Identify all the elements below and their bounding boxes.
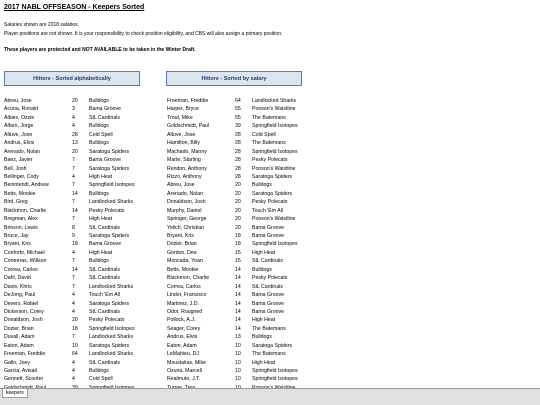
player-name: Bird, Greg xyxy=(4,199,28,206)
salary-value: 14 xyxy=(235,275,241,282)
salary-value: 10 xyxy=(72,342,78,349)
salary-value: 4 xyxy=(72,368,75,374)
table-row xyxy=(167,359,327,367)
salary-value: 14 xyxy=(235,317,241,324)
team-name: Bama Groove xyxy=(89,157,122,164)
salary-value: 20 xyxy=(235,182,241,189)
team-name: StL Cardinals xyxy=(89,308,120,315)
salary-value: 9 xyxy=(72,233,75,239)
salary-value: 4 xyxy=(72,300,75,307)
table-row xyxy=(4,249,159,257)
team-name: High Heat xyxy=(252,317,276,324)
player-name: Betts, Mookie xyxy=(4,190,36,197)
player-name: Brinson, Lewis xyxy=(4,224,38,231)
team-name: Springfield Isotopes xyxy=(252,123,298,130)
position-note: Player positions are not shown. It is your responsibility to check position eligibility, and CBS will also assign a primary position. xyxy=(4,31,283,37)
table-row xyxy=(167,224,327,232)
player-name: LeMahieu, DJ xyxy=(167,351,200,358)
player-name: Arenado, Nolan xyxy=(4,148,41,155)
team-name: Bulldogs xyxy=(252,334,272,341)
player-name: Altuve, Jose xyxy=(167,131,196,138)
team-name: Bama Groove xyxy=(252,300,285,307)
team-name: Saratoga Spiders xyxy=(89,148,130,155)
team-name: Springfield Isotopes xyxy=(89,182,135,189)
player-name: Murphy, Daniel xyxy=(167,207,202,214)
table-row xyxy=(167,105,327,113)
salary-value: 4 xyxy=(72,173,75,180)
player-name: Rizzo, Anthony xyxy=(167,173,202,180)
player-name: Harper, Bryce xyxy=(167,106,199,113)
team-name: Bama Groove xyxy=(89,241,122,248)
table-row xyxy=(167,173,327,181)
player-name: Garcia, Avisail xyxy=(4,368,37,374)
player-name: Martinez, J.D. xyxy=(167,300,199,307)
player-name: Realmuto, J.T. xyxy=(167,376,201,383)
player-name: Trout, Mike xyxy=(167,114,193,121)
player-name: Conforto, Michael xyxy=(4,249,45,256)
team-name: StL Cardinals xyxy=(89,359,120,366)
table-row xyxy=(167,274,327,282)
team-name: Springfield Isotopes xyxy=(252,241,298,248)
salary-value: 7 xyxy=(72,165,75,172)
team-name: Springfield Isotopes xyxy=(89,325,135,332)
player-name: Bryant, Kris xyxy=(4,241,31,248)
team-name: Ponson's Waistline xyxy=(252,165,296,172)
team-name: Saratoga Spiders xyxy=(252,342,293,349)
player-name: Dozier, Brian xyxy=(167,241,197,248)
team-name: StL Cardinals xyxy=(89,266,120,273)
salary-value: 20 xyxy=(72,98,78,104)
player-name: Rendon, Anthony xyxy=(167,165,207,172)
table-row xyxy=(167,342,327,350)
salary-value: 4 xyxy=(72,292,75,299)
team-name: The Batemans xyxy=(252,140,286,147)
team-name: Bulldogs xyxy=(89,258,109,265)
team-name: Bulldogs xyxy=(89,98,109,104)
team-name: Bama Groove xyxy=(89,106,122,113)
salary-value: 8 xyxy=(72,224,75,231)
salary-value: 10 xyxy=(235,376,241,383)
player-name: Springer, George xyxy=(167,216,207,223)
team-name: The Batemans xyxy=(252,325,286,332)
team-name: Cold Spell xyxy=(252,131,276,138)
salary-value: 28 xyxy=(235,157,241,164)
team-name: High Heat xyxy=(89,216,113,223)
table-row xyxy=(167,283,327,291)
table-row xyxy=(167,266,327,274)
salary-value: 7 xyxy=(72,216,75,223)
salary-value: 20 xyxy=(235,216,241,223)
player-name: Moncada, Yoan xyxy=(167,258,203,265)
salary-value: 4 xyxy=(72,308,75,315)
table-row xyxy=(4,240,159,248)
salary-value: 14 xyxy=(72,190,78,197)
player-name: Abreu, Jose xyxy=(4,98,32,104)
salary-value: 28 xyxy=(235,165,241,172)
player-name: Contreras, Willson xyxy=(4,258,47,265)
salary-value: 18 xyxy=(235,241,241,248)
team-name: Cold Spell xyxy=(89,376,113,383)
team-name: Landlocked Sharks xyxy=(89,199,134,206)
salary-value: 4 xyxy=(72,123,75,130)
salary-value: 10 xyxy=(235,359,241,366)
table-row xyxy=(4,266,159,274)
team-name: High Heat xyxy=(89,249,113,256)
team-name: Saratoga Spiders xyxy=(89,233,130,239)
table-row xyxy=(4,283,159,291)
page-title: 2017 NABL OFFSEASON - Keepers Sorted xyxy=(4,4,145,11)
team-name: Pesky Polecats xyxy=(252,157,288,164)
player-name: Odor, Rougned xyxy=(167,308,203,315)
salary-value: 7 xyxy=(72,334,75,341)
team-name: Cold Spell xyxy=(89,131,113,138)
player-name: Bruce, Jay xyxy=(4,233,29,239)
team-name: Pesky Polecats xyxy=(252,199,288,206)
team-name: StL Cardinals xyxy=(252,258,283,265)
salary-value: 10 xyxy=(235,351,241,358)
salary-value: 14 xyxy=(235,266,241,273)
team-name: Bulldogs xyxy=(89,140,109,147)
player-name: Seager, Corey xyxy=(167,325,201,332)
team-name: StL Cardinals xyxy=(252,283,283,290)
player-name: Gordon, Dee xyxy=(167,249,197,256)
team-name: StL Cardinals xyxy=(89,275,120,282)
table-row xyxy=(4,97,159,105)
table-row xyxy=(167,148,327,156)
table-row xyxy=(167,367,327,375)
salary-value: 4 xyxy=(72,376,75,383)
team-name: Saratoga Spiders xyxy=(252,173,293,180)
salary-list xyxy=(167,97,327,392)
salary-value: 10 xyxy=(235,368,241,374)
salary-value: 20 xyxy=(72,148,78,155)
team-name: Bulldogs xyxy=(89,368,109,374)
table-row xyxy=(4,350,159,358)
table-row xyxy=(4,342,159,350)
alpha-header: Hitters - Sorted alphabetically xyxy=(4,71,140,86)
table-row xyxy=(167,198,327,206)
salary-value: 15 xyxy=(235,249,241,256)
player-name: Ozuna, Marcell xyxy=(167,368,202,374)
salary-value: 28 xyxy=(235,148,241,155)
player-name: Dozier, Brian xyxy=(4,325,34,332)
salary-value: 18 xyxy=(235,233,241,239)
team-name: Touch 'Em All xyxy=(252,207,283,214)
table-row xyxy=(4,232,159,240)
player-name: Andrus, Elvis xyxy=(4,140,35,147)
player-name: Dahl, David xyxy=(4,275,31,282)
player-name: Baez, Javier xyxy=(4,157,33,164)
table-row xyxy=(167,131,327,139)
table-row xyxy=(4,181,159,189)
team-name: Saratoga Spiders xyxy=(89,300,130,307)
table-row xyxy=(167,316,327,324)
team-name: Bulldogs xyxy=(89,123,109,130)
salary-value: 15 xyxy=(235,258,241,265)
team-name: The Batemans xyxy=(252,114,286,121)
salary-value: 28 xyxy=(72,131,78,138)
team-name: Saratoga Spiders xyxy=(89,165,130,172)
salary-value: 14 xyxy=(235,300,241,307)
team-name: High Heat xyxy=(252,249,276,256)
salary-value: 55 xyxy=(235,114,241,121)
salary-value: 4 xyxy=(72,359,75,366)
team-name: Springfield Isotopes xyxy=(252,376,298,383)
player-name: Blackmon, Charlie xyxy=(167,275,210,282)
salary-value: 20 xyxy=(235,224,241,231)
team-name: Saratoga Spiders xyxy=(89,342,130,349)
team-name: Landlocked Sharks xyxy=(252,98,297,104)
player-name: Bregman, Alex xyxy=(4,216,38,223)
player-name: Alfaro, Jorge xyxy=(4,123,34,130)
salary-value: 55 xyxy=(235,106,241,113)
team-name: Bama Groove xyxy=(252,233,285,239)
salary-value: 14 xyxy=(72,207,78,214)
salary-value: 7 xyxy=(72,157,75,164)
salary-value: 39 xyxy=(235,123,241,130)
sheet-tab-keepers[interactable]: keepers xyxy=(2,389,28,398)
salary-value: 28 xyxy=(235,140,241,147)
table-row xyxy=(4,165,159,173)
table-row xyxy=(4,333,159,341)
team-name: StL Cardinals xyxy=(89,114,120,121)
team-name: High Heat xyxy=(89,173,113,180)
table-row xyxy=(167,350,327,358)
player-name: Bell, Josh xyxy=(4,165,27,172)
team-name: Bulldogs xyxy=(252,266,272,273)
team-name: Pesky Polecats xyxy=(252,275,288,282)
table-row xyxy=(167,114,327,122)
salary-value: 20 xyxy=(235,207,241,214)
salary-value: 20 xyxy=(235,190,241,197)
table-row xyxy=(167,165,327,173)
player-name: Donaldson, Josh xyxy=(4,317,43,324)
player-name: Pollock, A.J. xyxy=(167,317,196,324)
player-name: Altuve, Jose xyxy=(4,131,33,138)
table-row xyxy=(4,291,159,299)
player-name: Acuna, Ronald xyxy=(4,106,39,113)
team-name: Saratoga Spiders xyxy=(252,190,293,197)
player-name: Abreu, Jose xyxy=(167,182,195,189)
team-name: The Batemans xyxy=(252,351,286,358)
salary-value: 20 xyxy=(72,317,78,324)
player-name: Gallo, Joey xyxy=(4,359,30,366)
team-name: Landlocked Sharks xyxy=(89,334,134,341)
table-row xyxy=(167,308,327,316)
sheet-tab-bar xyxy=(0,388,540,405)
salary-value: 14 xyxy=(235,283,241,290)
player-name: Yelich, Christian xyxy=(167,224,205,231)
salary-value: 4 xyxy=(72,114,75,121)
player-name: Dickerson, Corey xyxy=(4,308,44,315)
table-row xyxy=(4,316,159,324)
player-name: Gennett, Scooter xyxy=(4,376,44,383)
player-name: Correa, Carlos xyxy=(167,283,201,290)
table-row xyxy=(167,207,327,215)
table-row xyxy=(167,325,327,333)
player-name: Arenado, Nolan xyxy=(167,190,204,197)
player-name: Eaton, Adam xyxy=(167,342,197,349)
team-name: Bama Groove xyxy=(252,224,285,231)
player-name: Goldschmidt, Paul xyxy=(167,123,210,130)
table-row xyxy=(167,190,327,198)
player-name: Hamilton, Billy xyxy=(167,140,200,147)
salary-value: 64 xyxy=(72,351,78,358)
player-name: Bryant, Kris xyxy=(167,233,194,239)
salary-value: 7 xyxy=(72,283,75,290)
table-row xyxy=(167,333,327,341)
team-name: Ponson's Waistline xyxy=(252,106,296,113)
team-name: StL Cardinals xyxy=(89,224,120,231)
table-row xyxy=(4,190,159,198)
table-row xyxy=(4,257,159,265)
team-name: Bama Groove xyxy=(252,308,285,315)
player-name: Donaldson, Josh xyxy=(167,199,206,206)
player-name: Moustakas, Mike xyxy=(167,359,206,366)
salary-value: 7 xyxy=(72,258,75,265)
table-row xyxy=(4,325,159,333)
table-row xyxy=(167,240,327,248)
player-name: Benintendi, Andrew xyxy=(4,182,49,189)
table-row xyxy=(4,367,159,375)
table-row xyxy=(4,122,159,130)
salary-value: 7 xyxy=(72,275,75,282)
table-row xyxy=(167,122,327,130)
table-row xyxy=(167,139,327,147)
table-row xyxy=(4,207,159,215)
team-name: Springfield Isotopes xyxy=(252,148,298,155)
player-name: Marte, Starling xyxy=(167,157,201,164)
table-row xyxy=(167,291,327,299)
table-row xyxy=(4,274,159,282)
salary-value: 18 xyxy=(72,241,78,248)
player-name: Correa, Carlos xyxy=(4,266,38,273)
salary-value: 28 xyxy=(235,131,241,138)
table-row xyxy=(4,375,159,383)
salary-note: Salaries shown are 2018 salaries. xyxy=(4,22,80,28)
salary-value: 14 xyxy=(72,266,78,273)
team-name: High Heat xyxy=(252,359,276,366)
salary-value: 7 xyxy=(72,199,75,206)
salary-value: 20 xyxy=(235,199,241,206)
table-row xyxy=(167,97,327,105)
table-row xyxy=(167,232,327,240)
table-row xyxy=(4,173,159,181)
team-name: Springfield Isotopes xyxy=(252,368,298,374)
player-name: Betts, Mookie xyxy=(167,266,199,273)
team-name: Bama Groove xyxy=(252,292,285,299)
team-name: Pesky Polecats xyxy=(89,317,125,324)
salary-value: 10 xyxy=(235,342,241,349)
salary-value: 7 xyxy=(72,182,75,189)
table-row xyxy=(4,105,159,113)
table-row xyxy=(167,181,327,189)
table-row xyxy=(4,114,159,122)
table-row xyxy=(167,215,327,223)
table-row xyxy=(4,156,159,164)
salary-header: Hitters - Sorted by salary xyxy=(166,71,302,86)
player-name: Albies, Ozzie xyxy=(4,114,35,121)
salary-value: 64 xyxy=(235,98,241,104)
table-row xyxy=(4,359,159,367)
player-name: Lindor, Francisco xyxy=(167,292,207,299)
table-row xyxy=(4,300,159,308)
table-row xyxy=(4,139,159,147)
team-name: Touch 'Em All xyxy=(89,292,120,299)
salary-value: 4 xyxy=(72,249,75,256)
table-row xyxy=(167,300,327,308)
salary-value: 13 xyxy=(235,334,241,341)
player-name: Andrus, Elvis xyxy=(167,334,198,341)
player-name: Devers, Rafael xyxy=(4,300,39,307)
table-row xyxy=(4,215,159,223)
table-row xyxy=(167,257,327,265)
salary-value: 28 xyxy=(235,173,241,180)
player-name: Davis, Khris xyxy=(4,283,32,290)
player-name: Eaton, Adam xyxy=(4,342,34,349)
salary-value: 14 xyxy=(235,308,241,315)
salary-value: 14 xyxy=(235,292,241,299)
table-row xyxy=(4,148,159,156)
player-name: Freeman, Freddie xyxy=(167,98,209,104)
salary-value: 18 xyxy=(72,325,78,332)
alpha-list xyxy=(4,97,159,392)
salary-value: 13 xyxy=(72,140,78,147)
player-name: Blackmon, Charlie xyxy=(4,207,47,214)
salary-value: 14 xyxy=(235,325,241,332)
team-name: Ponson's Waistline xyxy=(252,216,296,223)
table-row xyxy=(167,249,327,257)
player-name: Freeman, Freddie xyxy=(4,351,46,358)
team-name: Pesky Polecats xyxy=(89,207,125,214)
team-name: Landlocked Sharks xyxy=(89,283,134,290)
protected-note: These players are protected and NOT AVAILABLE to be taken in the Winter Draft. xyxy=(4,47,196,53)
salary-value: 3 xyxy=(72,106,75,113)
table-row xyxy=(4,131,159,139)
table-row xyxy=(4,198,159,206)
table-row xyxy=(167,375,327,383)
table-row xyxy=(167,156,327,164)
team-name: Bulldogs xyxy=(252,182,272,189)
player-name: Duvall, Adam xyxy=(4,334,35,341)
player-name: DeJong, Paul xyxy=(4,292,36,299)
team-name: Bulldogs xyxy=(89,190,109,197)
team-name: Landlocked Sharks xyxy=(89,351,134,358)
player-name: Machado, Manny xyxy=(167,148,207,155)
table-row xyxy=(4,224,159,232)
player-name: Bellinger, Cody xyxy=(4,173,39,180)
table-row xyxy=(4,308,159,316)
